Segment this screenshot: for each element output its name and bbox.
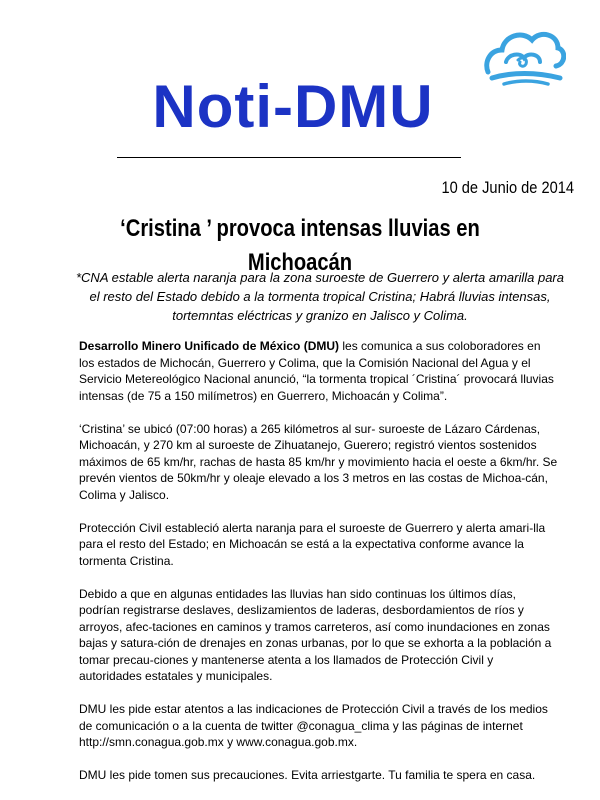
paragraph-4: Debido a que en algunas entidades las lluvias han sido continuas los últimos días, podrían registrarse deslaves, deslizamientos de laderas, desbordamientos de ríos y arroyos, afec-taciones en caminos y tramos carreteros, así como inundaciones en zonas bajas y satura-ción de drenajes en zonas urbanas, por lo que se exhorta a la población a tomar precau-ciones y mantenerse atenta a los llamados de Protección Civil y autoridades estatales y municipales.	[79, 586, 552, 683]
paragraph-2: ‘Cristina’ se ubicó (07:00 horas) a 265 kilómetros al sur- suroeste de Lázaro Cárdenas, Michoacán, y 270 km al suroeste de Zihuatanejo, Guerero; registró vientos sostenidos máximos de 65 km/hr, rachas de hasta 85 km/hr y movimiento hacia el oeste a 6km/hr. Se prevén vientos de 50km/hr y oleaje elevado a los 3 metros en las costas de Michoa-cán, Colima y Jalisco.	[79, 421, 558, 502]
masthead-title: Noti-DMU	[152, 73, 434, 140]
summary: *CNA estable alerta naranja para la zona suroeste de Guerrero y alerta amarilla para el resto del Estado debido a la tormenta tropical Cristina; Habrá lluvias intensas, tortemntas eléctricas y granizo en Jalisco y Colima.	[75, 270, 564, 323]
paragraph-1	[79, 338, 559, 404]
paragraph-5: DMU les pide estar atentos a las indicaciones de Protección Civil a través de los medios de comunicación o a la cuenta de twitter @conagua_clima y las páginas de internet http://smn.conagua.gob.mx y www.conagua.gob.mx.	[79, 702, 548, 749]
paragraph-1-text: les comunica a sus coloboradores en los estados de Michocán, Guerrero y Colima, que la Comisión Nacional del Agua y el Servicio Metereológico Nacional anunció, “la tormenta tropical ´Cristina´ provocará lluvias intensas (de 75 a 150 milímetros) en Guerrero, Michoacán y Colima”.	[79, 339, 554, 403]
paragraph-1-lead: Desarrollo Minero Unificado de México (DMU)	[79, 339, 340, 353]
paragraph-6: DMU les pide tomen sus precauciones. Evita arriestgarte. Tu familia te spera en casa.	[79, 768, 536, 782]
cloud-swirl-logo-icon	[482, 22, 566, 86]
paragraph-3: Protección Civil estableció alerta naranja para el suroeste de Guerrero y alerta amari-lla para el resto del Estado; en Michoacán se está a la expectativa conforme avance la tormenta Cristina.	[79, 520, 546, 568]
article-body	[79, 338, 559, 800]
masthead-divider	[117, 157, 461, 158]
publication-date: 10 de Junio de 2014	[441, 178, 574, 197]
headline: ‘Cristina ’ provoca intensas lluvias en Michoacán	[120, 215, 480, 276]
